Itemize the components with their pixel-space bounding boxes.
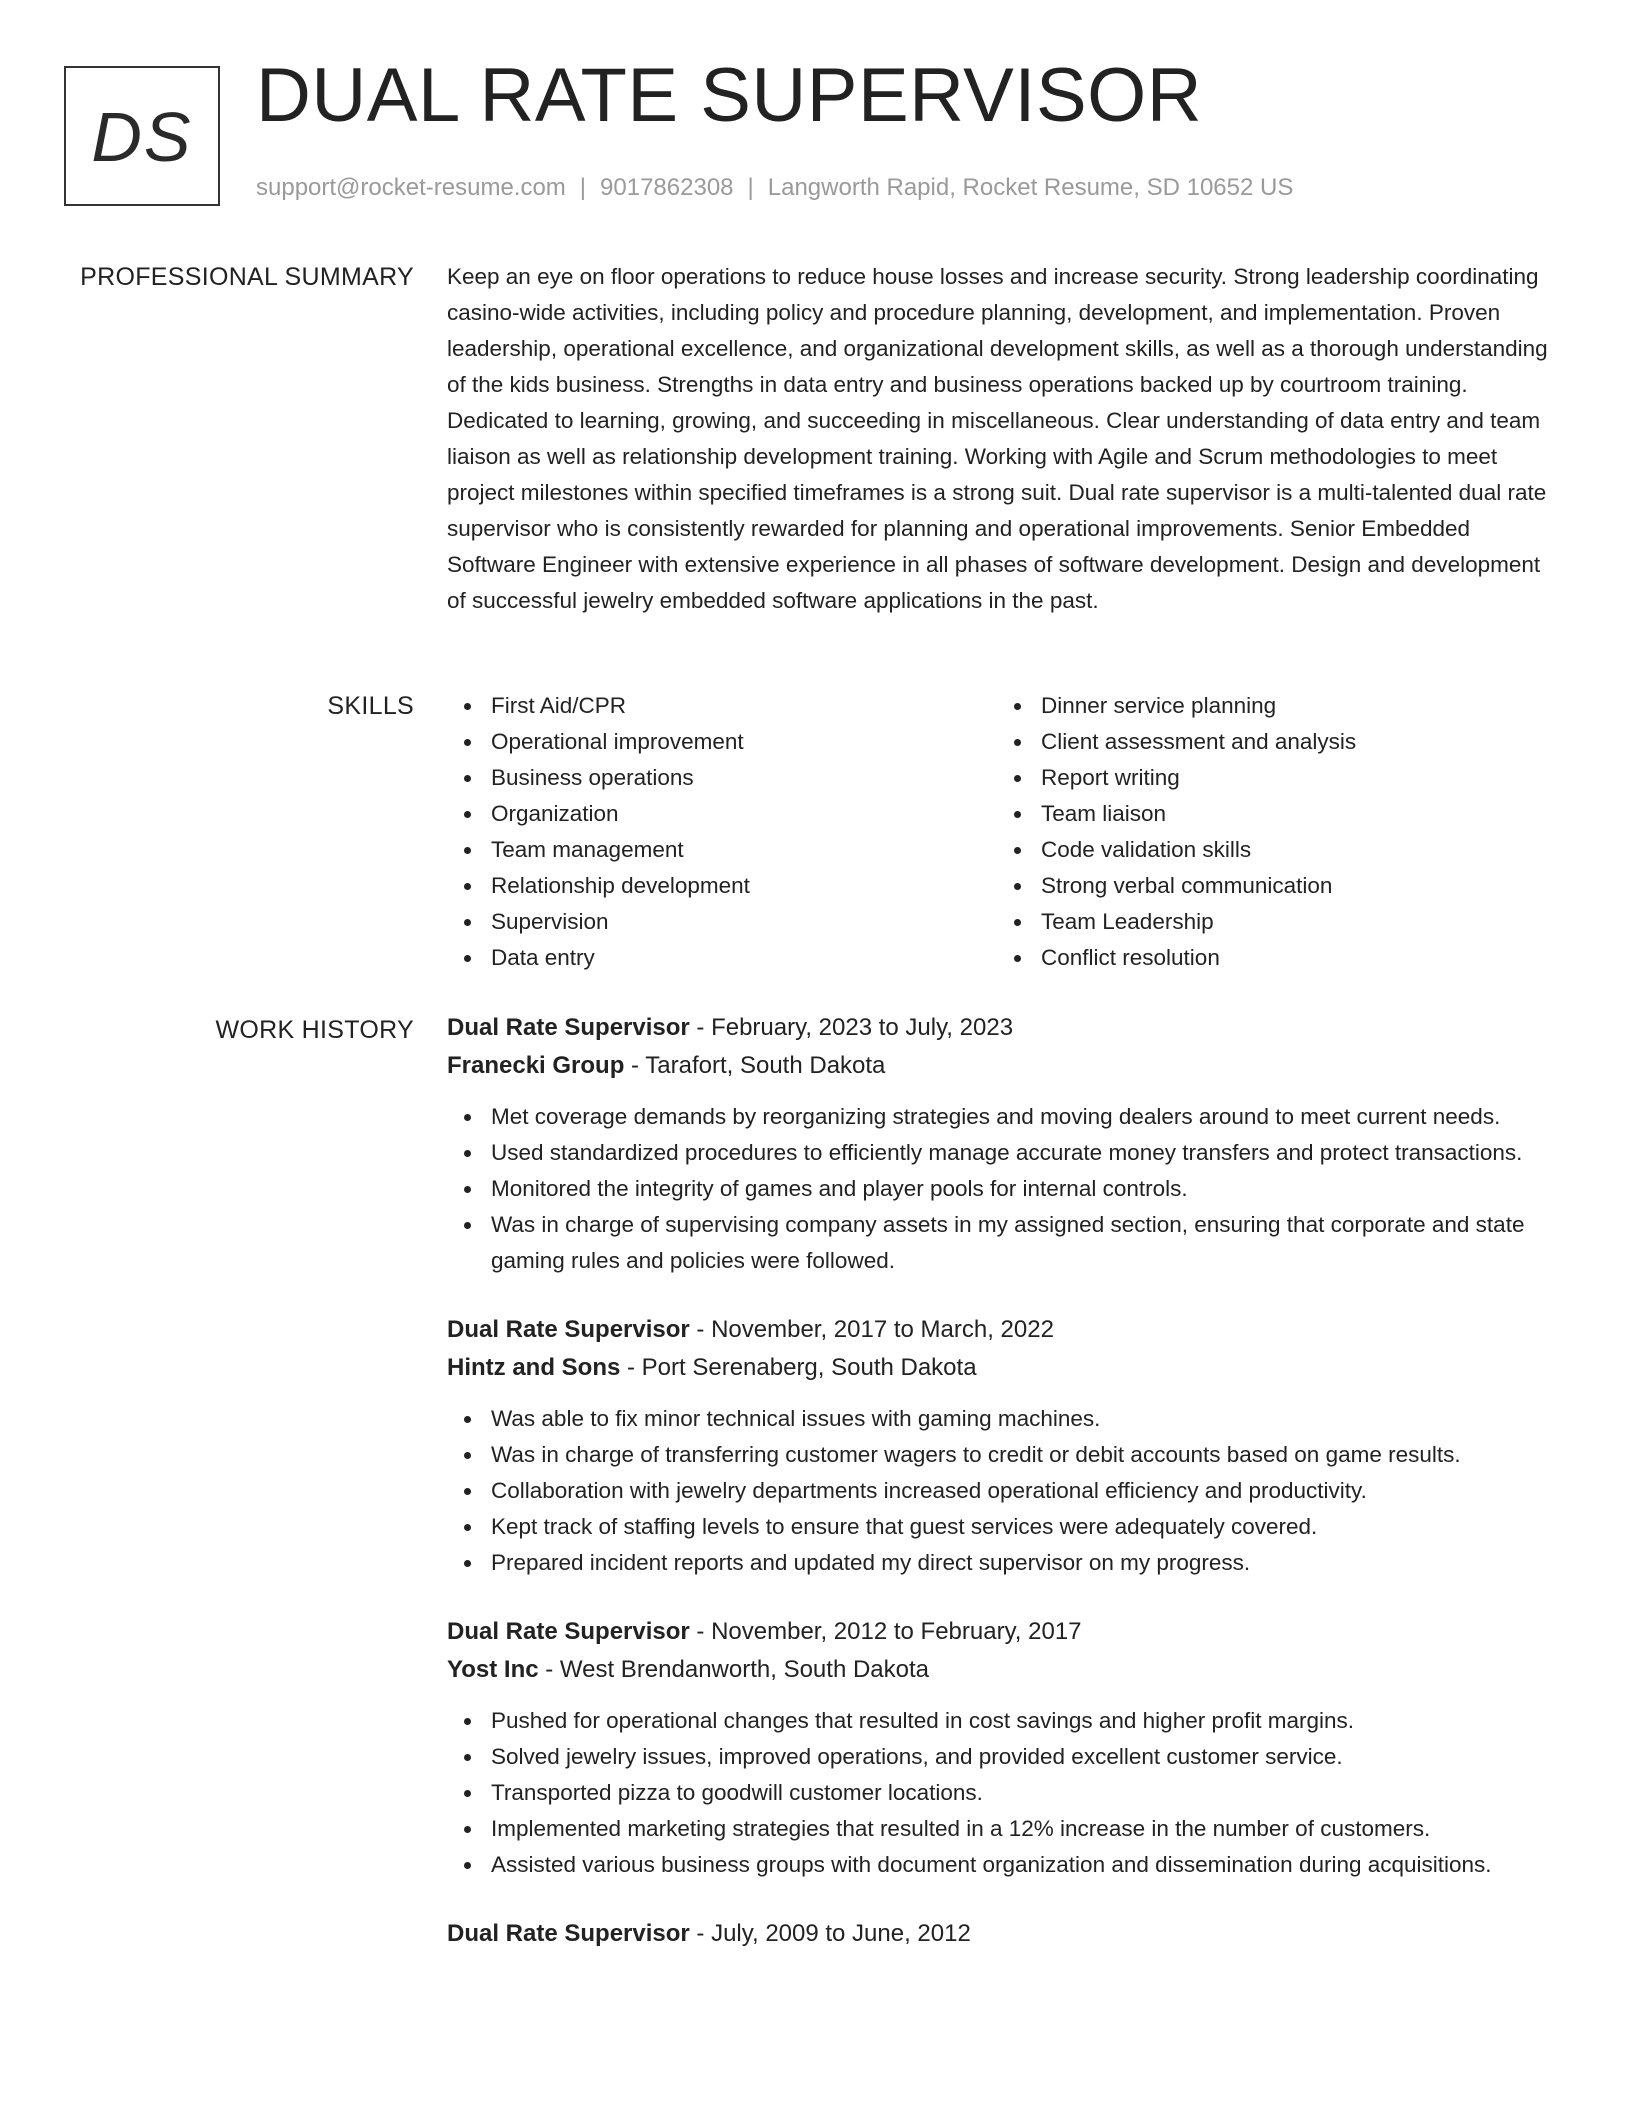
bullet-icon (464, 811, 471, 818)
job-title: Dual Rate Supervisor (447, 1920, 690, 1947)
job-bullet-list (447, 1401, 1557, 1581)
contact-email[interactable]: support@rocket-resume.com (256, 174, 566, 201)
contact-separator: | (747, 174, 754, 201)
section-label-skills: SKILLS (327, 692, 414, 720)
job-bullet: Prepared incident reports and updated my direct supervisor on my progress. (447, 1545, 1551, 1581)
job-company-line (447, 1047, 1557, 1085)
skill-item: Report writing (997, 760, 1547, 796)
job-title-line (447, 1311, 1557, 1349)
job-title: Dual Rate Supervisor (447, 1316, 690, 1343)
bullet-icon (1014, 919, 1021, 926)
section-label-summary: PROFESSIONAL SUMMARY (80, 263, 414, 291)
bullet-icon (1014, 955, 1021, 962)
skill-item: Relationship development (447, 868, 997, 904)
skill-item: Client assessment and analysis (997, 724, 1547, 760)
bullet-icon (1014, 883, 1021, 890)
job-bullet: Collaboration with jewelry departments increased operational efficiency and productivity. (447, 1473, 1551, 1509)
job-entry (447, 1613, 1557, 1883)
skill-item: Data entry (447, 940, 997, 976)
job-company-line (447, 1651, 1557, 1689)
bullet-icon (464, 1718, 471, 1725)
job-bullet: Assisted various business groups with document organization and dissemination during acquisitions. (447, 1847, 1551, 1883)
skill-item: Operational improvement (447, 724, 997, 760)
job-dates: - February, 2023 to July, 2023 (689, 1014, 1014, 1041)
monogram-initials: DS (91, 98, 193, 176)
bullet-icon (464, 883, 471, 890)
bullet-icon (464, 1524, 471, 1531)
bullet-icon (1014, 703, 1021, 710)
contact-address: Langworth Rapid, Rocket Resume, SD 10652 US (767, 174, 1294, 201)
job-company: Hintz and Sons (447, 1354, 621, 1381)
job-bullet: Solved jewelry issues, improved operations, and provided excellent customer service. (447, 1739, 1551, 1775)
skill-item: Team liaison (997, 796, 1547, 832)
bullet-icon (1014, 847, 1021, 854)
bullet-icon (464, 775, 471, 782)
skill-item: Team Leadership (997, 904, 1547, 940)
skill-item: Strong verbal communication (997, 868, 1547, 904)
contact-phone[interactable]: 9017862308 (600, 174, 734, 201)
contact-separator: | (579, 174, 587, 201)
job-title-line (447, 1613, 1557, 1651)
job-company-line (447, 1349, 1557, 1387)
job-bullet: Kept track of staffing levels to ensure that guest services were adequately covered. (447, 1509, 1551, 1545)
bullet-icon (464, 703, 471, 710)
job-bullet: Implemented marketing strategies that resulted in a 12% increase in the number of customers. (447, 1811, 1551, 1847)
resume-name: DUAL RATE SUPERVISOR (256, 53, 1203, 138)
job-title: Dual Rate Supervisor (447, 1014, 690, 1041)
job-title-line (447, 1915, 1557, 1953)
job-entry (447, 1009, 1557, 1279)
job-dates: - November, 2012 to February, 2017 (689, 1618, 1082, 1645)
bullet-icon (464, 955, 471, 962)
job-title-line (447, 1009, 1557, 1047)
bullet-icon (464, 919, 471, 926)
job-bullet: Was in charge of transferring customer wagers to credit or debit accounts based on game results. (447, 1437, 1551, 1473)
job-bullet: Used standardized procedures to efficiently manage accurate money transfers and protect transactions. (447, 1135, 1551, 1171)
bullet-icon (1014, 811, 1021, 818)
bullet-icon (464, 1488, 471, 1495)
skill-item: Organization (447, 796, 997, 832)
bullet-icon (464, 739, 471, 746)
job-company: Franecki Group (447, 1052, 625, 1079)
skill-item: Conflict resolution (997, 940, 1547, 976)
skill-item: Business operations (447, 760, 997, 796)
summary-text: Keep an eye on floor operations to reduce house losses and increase security. Strong leadership coordinating casino-wide activities, including policy and procedure planning, development, and implementation. Proven leadership, operational excellence, and organizational development skills, as well as a thorough understanding of the kids business. Strengths in data entry and business operations backed up by courtroom training. Dedicated to learning, growing, and succeeding in miscellaneous. Clear understanding of data entry and team liaison as well as relationship development training. Working with Agile and Scrum methodologies to meet project milestones within specified timeframes is a strong suit. Dual rate supervisor is a multi-talented dual rate supervisor who is consistently rewarded for planning and operational improvements. Senior Embedded Software Engineer with extensive experience in all phases of software development. Design and development of successful jewelry embedded software applications in the past. (447, 264, 1548, 613)
bullet-icon (464, 1114, 471, 1121)
job-company: Yost Inc (447, 1656, 539, 1683)
job-dates: - November, 2017 to March, 2022 (689, 1316, 1054, 1343)
job-bullet: Monitored the integrity of games and player pools for internal controls. (447, 1171, 1551, 1207)
bullet-icon (464, 1186, 471, 1193)
skills-list-left (447, 688, 997, 976)
bullet-icon (464, 1862, 471, 1869)
bullet-icon (464, 847, 471, 854)
bullet-icon (464, 1826, 471, 1833)
job-location: - Port Serenaberg, South Dakota (620, 1354, 977, 1381)
bullet-icon (464, 1560, 471, 1567)
job-bullet: Was able to fix minor technical issues with gaming machines. (447, 1401, 1551, 1437)
job-bullet: Was in charge of supervising company assets in my assigned section, ensuring that corporate and state gaming rules and policies were followed. (447, 1207, 1551, 1279)
bullet-icon (1014, 775, 1021, 782)
skill-item: First Aid/CPR (447, 688, 997, 724)
skill-item: Team management (447, 832, 997, 868)
job-bullet: Transported pizza to goodwill customer locations. (447, 1775, 1551, 1811)
job-dates: - July, 2009 to June, 2012 (689, 1920, 971, 1947)
job-title: Dual Rate Supervisor (447, 1618, 690, 1645)
bullet-icon (464, 1790, 471, 1797)
job-bullet-list (447, 1703, 1557, 1883)
job-bullet: Pushed for operational changes that resulted in cost savings and higher profit margins. (447, 1703, 1551, 1739)
job-bullet-list (447, 1099, 1557, 1279)
bullet-icon (1014, 739, 1021, 746)
skill-item: Code validation skills (997, 832, 1547, 868)
bullet-icon (464, 1452, 471, 1459)
job-bullet: Met coverage demands by reorganizing strategies and moving dealers around to meet current needs. (447, 1099, 1551, 1135)
job-entry (447, 1915, 1557, 1953)
section-label-work: WORK HISTORY (215, 1016, 414, 1044)
bullet-icon (464, 1416, 471, 1423)
skills-list-right (997, 688, 1547, 976)
contact-line (256, 176, 1293, 200)
bullet-icon (464, 1754, 471, 1761)
skill-item: Dinner service planning (997, 688, 1547, 724)
monogram-box (64, 66, 220, 206)
skill-item: Supervision (447, 904, 997, 940)
bullet-icon (464, 1150, 471, 1157)
job-entry (447, 1311, 1557, 1581)
job-location: - West Brendanworth, South Dakota (538, 1656, 929, 1683)
bullet-icon (464, 1222, 471, 1229)
job-location: - Tarafort, South Dakota (624, 1052, 886, 1079)
